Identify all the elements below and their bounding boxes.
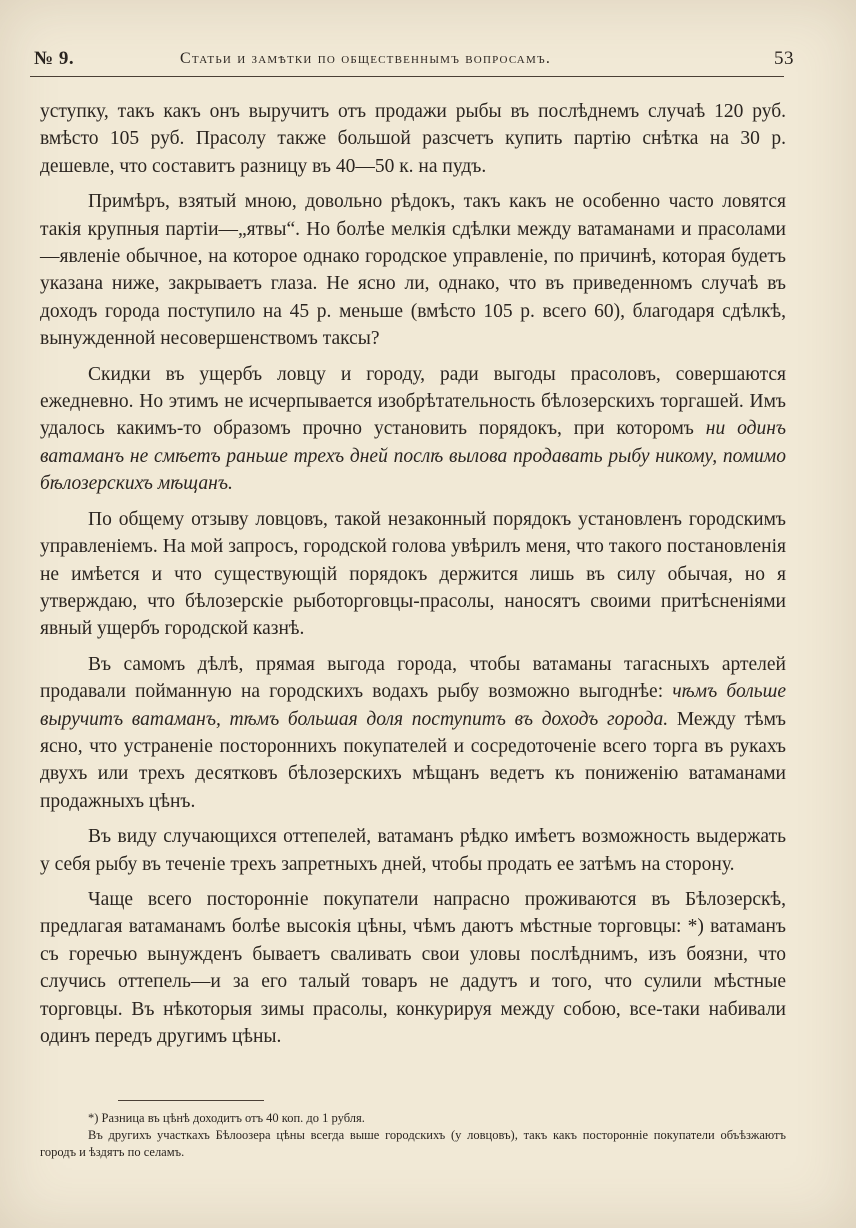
paragraph-text: Чаще всего посторонніе покупатели напрасно проживаются въ Бѣлозерскѣ, предлагая ватаманамъ болѣе высокія цѣны, чѣмъ даютъ мѣстные торговцы: *) ватаманъ съ горечью вынужденъ бываетъ сваливать свои уловы послѣднимъ, изъ боязни, что случись оттепель—и за его талый товаръ не дадутъ и того, что сулили мѣстные торговцы. Въ нѣкоторыя зимы прасолы, конкурируя между собою, все-таки набивали одинъ передъ другимъ цѣны.: [40, 888, 786, 1047]
article-body: [40, 98, 786, 1058]
paragraph-text: уступку, такъ какъ онъ выручитъ отъ продажи рыбы въ послѣднемъ случаѣ 120 руб. вмѣсто 105 руб. Прасолу также большой разсчетъ купить партію снѣтка на 30 р. дешевле, что составитъ разницу въ 40—50 к. на пудъ.: [40, 101, 786, 177]
italic-text: чѣмъ больше выручитъ ватаманъ, тѣмъ большая доля поступитъ въ доходъ города.: [40, 681, 786, 730]
footnote: *) Разница въ цѣнѣ доходитъ отъ 40 коп. до 1 рубля.: [88, 1111, 365, 1125]
paragraph: [40, 361, 786, 498]
footnote-rule: [118, 1100, 264, 1101]
paragraph: [40, 886, 786, 1050]
paragraph-text: Примѣръ, взятый мною, довольно рѣдокъ, такъ какъ не особенно часто ловятся такія крупныя партіи—„ятвы“. Но болѣе мелкія сдѣлки между ватаманами и прасолами—явленіе обычное, на которое однако городское управленіе, по причинѣ, которая будетъ указана ниже, закрываетъ глаза. Не ясно ли, однако, что въ приведенномъ случаѣ въ доходъ города поступило на 45 р. меньше (вмѣсто 105 р. всего 60), благодаря сдѣлкѣ, вынужденной несовершенствомъ таксы?: [40, 191, 786, 350]
paragraph: [40, 188, 786, 352]
paragraph-text: По общему отзыву ловцовъ, такой незаконный порядокъ установленъ городскимъ управленіемъ. На мой запросъ, городской голова увѣрилъ меня, что такого постановленія не имѣется и что существующій порядокъ держится лишь въ силу обычая, но я утверждаю, что бѣлозерскіе рыботорговцы-прасолы, наносятъ своими притѣсненіями явный ущербъ городской казнѣ.: [40, 508, 786, 640]
running-title: Статьи и замѣтки по общественнымъ вопросамъ.: [180, 50, 552, 67]
italic-text: ни одинъ ватаманъ не смѣетъ раньше трехъ дней послѣ вылова продавать рыбу никому, помимо бѣлозерскихъ мѣщанъ.: [40, 418, 786, 495]
paragraph-text: Въ виду случающихся оттепелей, ватаманъ рѣдко имѣетъ возможность выдержать у себя рыбу въ теченіе трехъ запретныхъ дней, чтобы продать ее затѣмъ на сторону.: [40, 826, 786, 875]
running-header: [30, 46, 794, 77]
paragraph-text: Между тѣмъ ясно, что устраненіе постороннихъ покупателей и сосредоточеніе всего торга въ рукахъ двухъ или трехъ десятковъ бѣлозерскихъ мѣщанъ ведетъ къ пониженію ватаманами продажныхъ цѣнъ.: [40, 708, 786, 812]
paragraph: [40, 506, 786, 643]
paragraph-text: Скидки въ ущербъ ловцу и городу, ради выгоды прасоловъ, совершаются ежедневно. Но этимъ не исчерпывается изобрѣтательность бѣлозерскихъ торгашей. Имъ удалось какимъ-то образомъ прочно установить порядокъ, при которомъ: [40, 363, 786, 440]
paragraph: [40, 98, 786, 180]
page-number: 53: [774, 48, 794, 69]
paragraph-text: Въ самомъ дѣлѣ, прямая выгода города, чтобы ватаманы тагасныхъ артелей продавали пойманную на городскихъ водахъ рыбу возможно выгоднѣе:: [40, 653, 786, 703]
issue-number: № 9.: [34, 48, 75, 69]
paragraph: [40, 651, 786, 815]
paragraph: [40, 823, 786, 878]
footnote: Въ другихъ участкахъ Бѣлоозера цѣны всегда выше городскихъ (у ловцовъ), такъ какъ посторонніе покупатели объѣзжаютъ городъ и ѣздятъ по селамъ.: [40, 1128, 786, 1159]
footnotes: [40, 1110, 786, 1161]
